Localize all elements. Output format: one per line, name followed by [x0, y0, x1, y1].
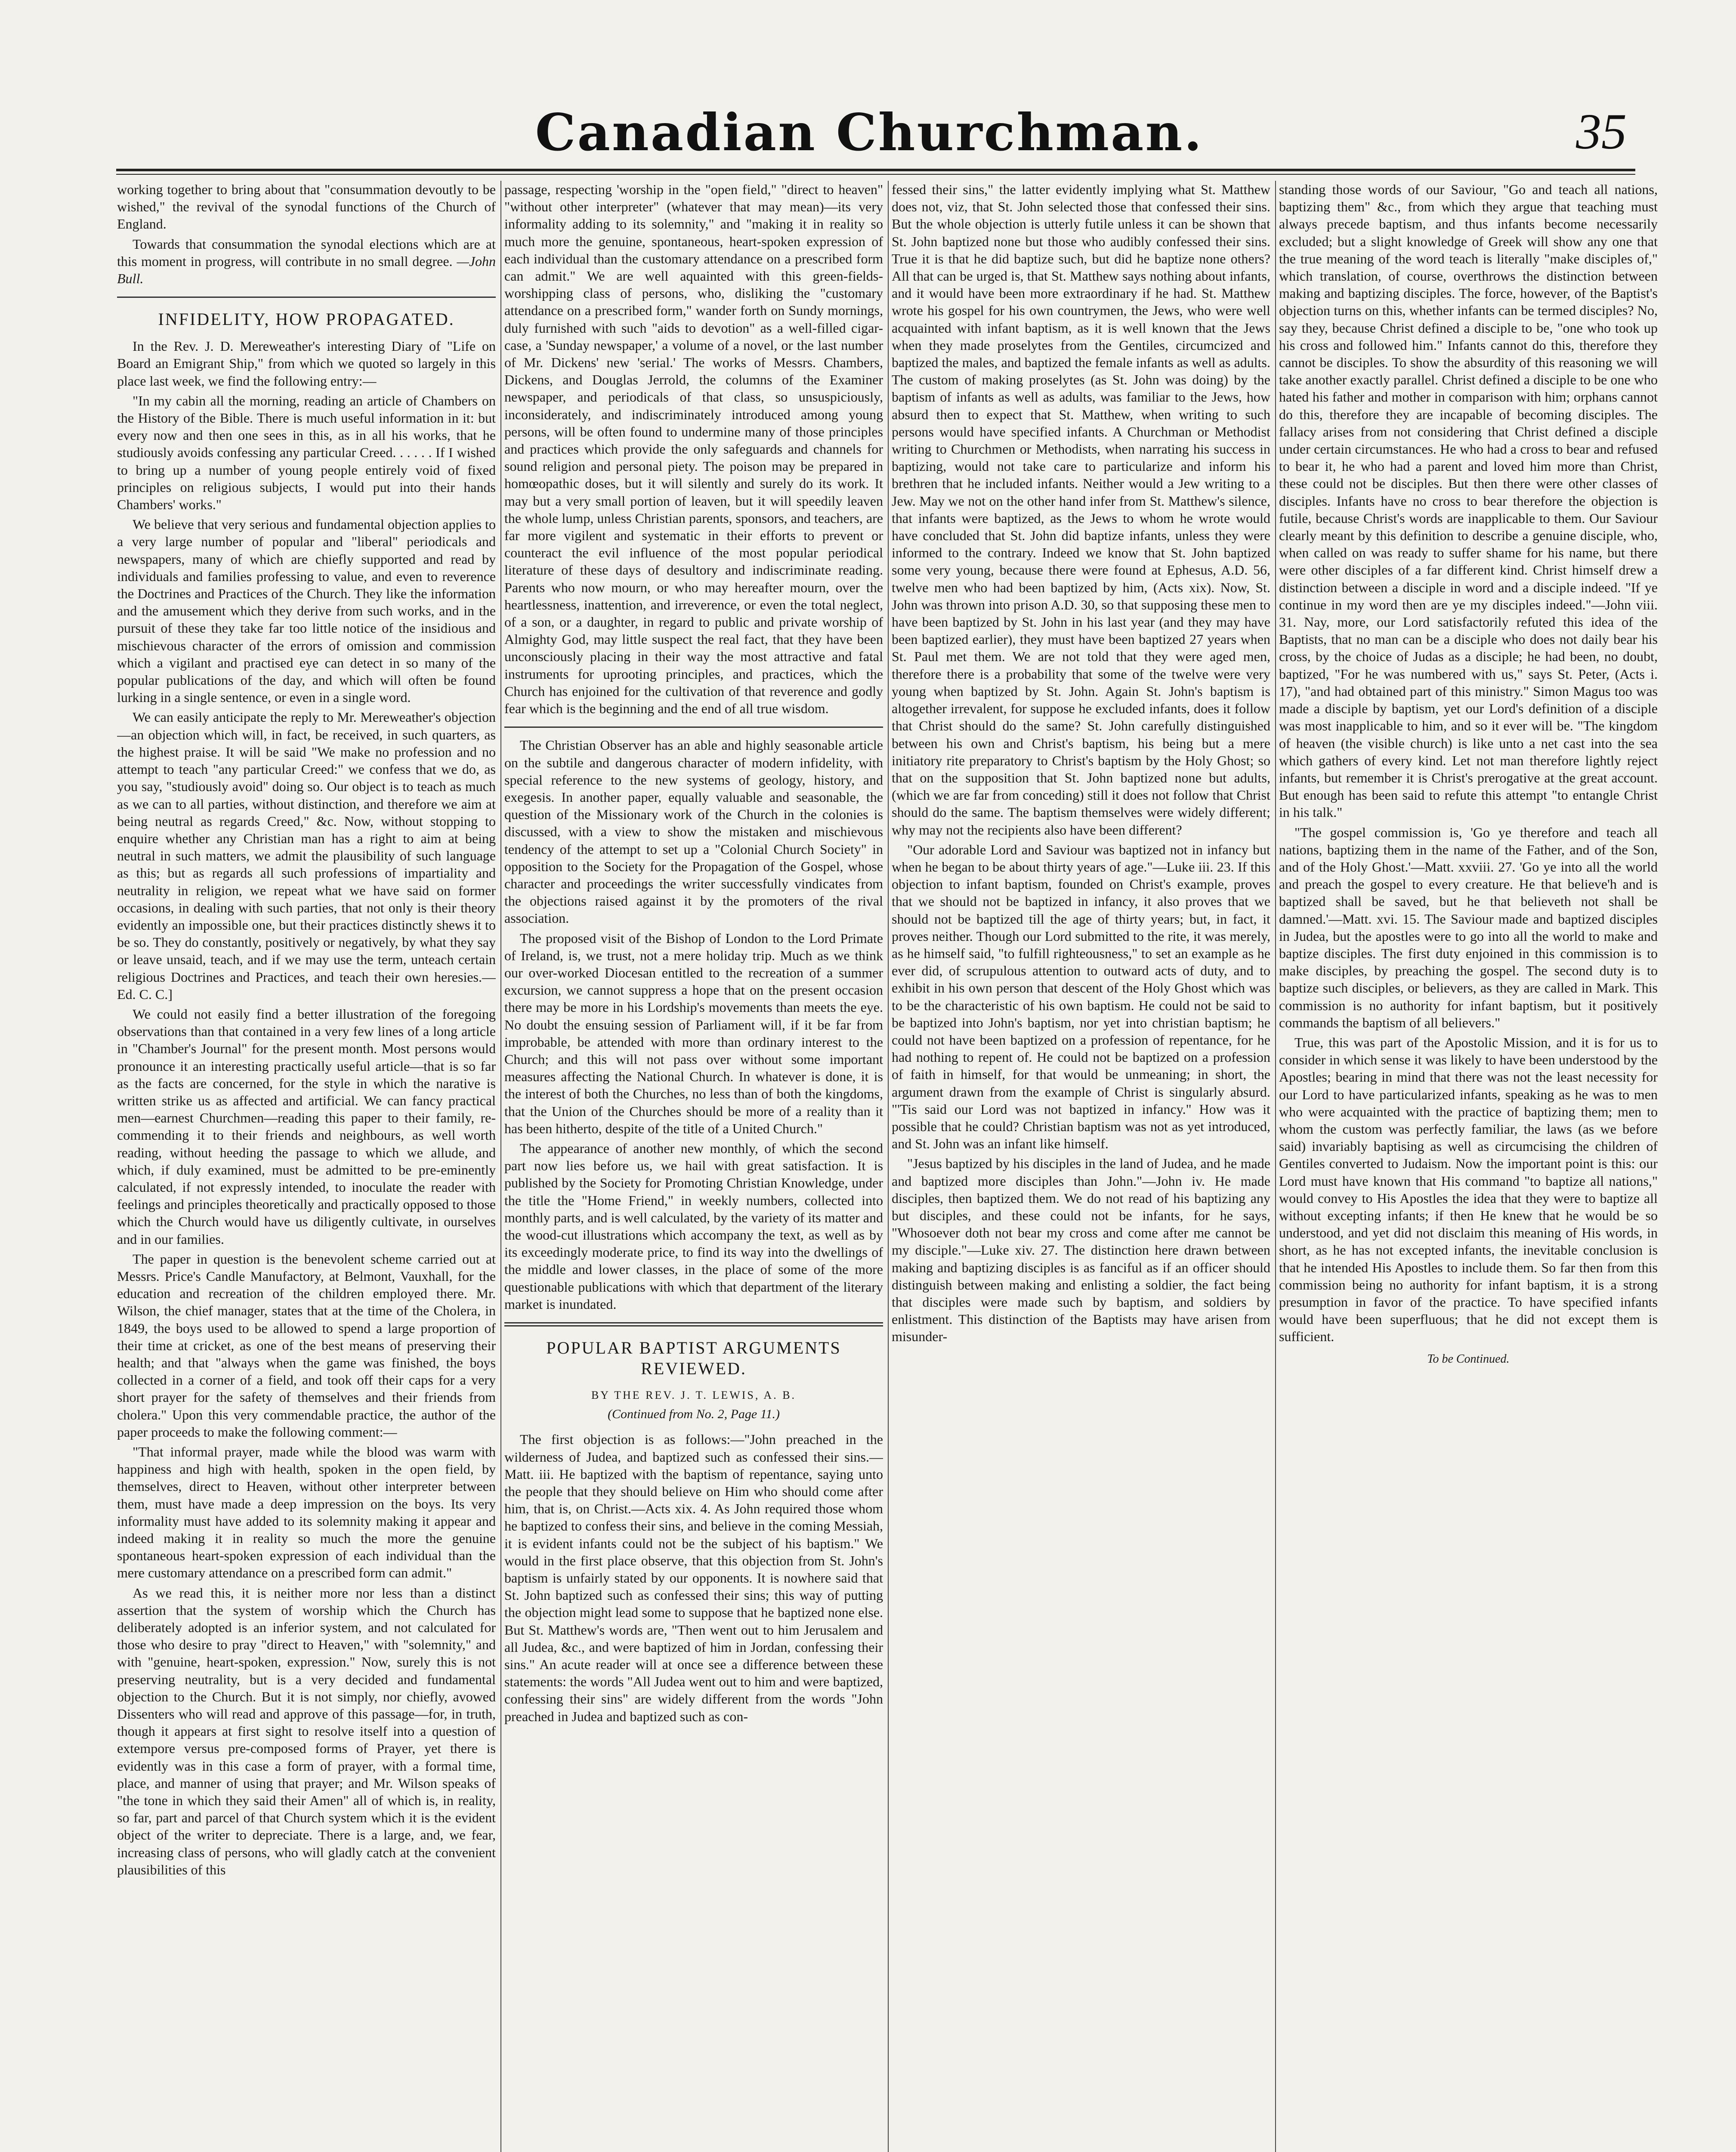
paragraph: "Our adorable Lord and Saviour was baptized not in infancy but when he began to be about thirty years of age."—Luke iii. 23. If this objection to infant baptism, founded on Christ's example, proves that we should not be baptized in infancy, it also proves that we should not be baptized till the age of thirty years; but, in fact, it proves neither. Though our Lord submitted to the rite, it was merely, as he himself said, "to fulfill righteousness," to set an example as he ever did, of scrupulous attention to outward acts of duty, and to exhibit in his own person that descent of the Holy Ghost which was to be the characteristic of his own baptism. He could not be said to be baptized into John's baptism, nor yet into christian baptism; he could not have been baptized on a profession of repentance, for he had nothing to repent of. He could not be baptized on a profession of faith in himself, for that would be unmeaning; in short, the argument drawn from the example of Christ is singularly absurd. "'Tis said our Lord was not baptized in infancy." How was it possible that he could? Christian baptism was not as yet introduced, and St. John was an infant like himself.	[892, 841, 1270, 1152]
section-divider-double	[504, 1322, 883, 1326]
paragraph: passage, respecting 'worship in the "open field," "direct to heaven" "without other interpreter" (whatever that may mean)—its very informality adding to its solemnity," and "making it in reality so much more the genuine, spontaneous, heart-spoken expression of each individual than the customary attendance on a prescribed form can admit." We are well aquainted with this green-fields-worshipping class of persons, who, disliking the "customary attendance on a prescribed form," wander forth on Sundy mornings, duly furnished with such "aids to devotion" as a well-filled cigar-case, a 'Sunday newspaper,' a volume of a novel, or the last number of Mr. Dickens' new 'serial.' The works of Messrs. Chambers, Dickens, and Douglas Jerrold, the columns of the Examiner newspaper, and periodicals of that class, so unsuspiciously, inconsiderately, and indiscriminately introduced among young persons, will be often found to undermine many of those principles and practices which provide the only safeguards and channels for sound religion and personal piety. The poison may be prepared in homœopathic doses, but it will silently and surely do its work. It may but a very small portion of leaven, but it will speedily leaven the whole lump, unless Christian parents, sponsors, and teachers, are far more vigilent and systematic in their efforts to prevent or counteract the evil influence of the most popular periodical literature of these days of desultory and indiscriminate reading. Parents who now mourn, or who may hereafter mourn, over the heartlessness, inattention, and irreverence, or even the total neglect, of a son, or a daughter, in regard to public and private worship of Almighty God, may little suspect the real fact, that they have been unconsciously placing in their way the most attractive and fatal instruments for uprooting principles, and practices, which the Church has enjoined for the cultivation of that reverence and godly fear which is the beginning and the end of all true wisdom.	[504, 182, 883, 717]
article-heading-baptist-arguments: POPULAR BAPTIST ARGUMENTS REVIEWED.	[546, 1338, 841, 1378]
column-4	[1279, 181, 1658, 2152]
editor-attribution: —Ed. C. C.]	[117, 969, 496, 1002]
paragraph: True, this was part of the Apostolic Mission, and it is for us to consider in which sense it was likely to have been understood by the Apostles; bearing in mind that there was not the least necessity for our Lord to have particularized infants, speaking as he was to men who were acquainted with the practice of baptizing them; men to whom the custom was perfectly familiar, the laws (as we before said) invariably baptising as well as circumcising the children of Gentiles converted to Judaism. Now the important point is this: our Lord must have known that His command "to baptize all nations," would convey to His Apostles the idea that they were to baptize all without excepting infants; if then He knew that he would be so understood, and yet did not disclaim this meaning of His words, in short, as he has not excepted infants, the inevitable conclusion is that he intended His Apostles to include them. So far then from this commission being no authority for infant baptism, it is a strong presumption in favor of the practice. To have specified infants would have been superfluous; that he did not except them is sufficient.	[1279, 1034, 1658, 1345]
masthead	[103, 99, 1635, 162]
paragraph: We could not easily find a better illustration of the foregoing observations than that contained in a very few lines of a long article in "Chamber's Journal" for the present month. Most persons would pronounce it an interesting practically useful article—that is so far as the facts are concerned, for the style in which the narative is written strike us as affected and artificial. We can fancy practical men—earnest Churchmen—reading this paper to their family, re-commending it to their friends and neighbours, as well worth reading, without heeding the passage to which we allude, and which, if duly examined, must be admitted to be pre-eminently calculated, if not expressly intended, to inoculate the reader with feelings and principles theoretically and practically opposed to those which the Church would have us diligently cultivate, in ourselves and in our families.	[117, 1006, 496, 1247]
column-rule	[888, 181, 889, 2152]
quoted-paragraph: "The gospel commission is, 'Go ye therefore and teach all nations, baptizing them in the name of the Father, and of the Son, and of the Holy Ghost.'—Matt. xxviii. 27. 'Go ye into all the world and preach the gospel to every creature. He that believe'h and is baptized shall be saved, but he that believeth not shall be damned.'—Matt. xvi. 15. The Saviour made and baptized disciples in Judea, but the apostles were to go into all the world to make and baptize disciples. The first duty enjoined in this commission is to make disciples, by preaching the gospel. The second duty is to baptize such disciples, or believers, as they are called in Mark. This commission is no authority for infant baptism, but it positively commands the baptism of all believers."	[1279, 824, 1658, 1030]
newspaper-title: Canadian Churchman.	[535, 102, 1204, 162]
column-rule	[1275, 181, 1276, 2152]
to-be-continued: To be Continued.	[1427, 1352, 1510, 1366]
paragraph	[117, 235, 496, 288]
paragraph-text: We can easily anticipate the reply to Mr. Mereweather's objection—an objection which will, in fact, be received, in such quarters, as the highest praise. It will be said "We make no profession and no attempt to teach "any particular Creed:" we confess that we do, as you say, "studiously avoid" doing so. Our object is to teach as much as we can to all parties, without distinction, and therefore we aim at being neutral as regards Creed," &c. Now, without stopping to enquire whether any Christian man has a right to aim at being neutral in such matters, we admit the plausibility of such language as this; but as regards all such professions of impartiality and neutrality in religion, we repeat what we have said on former occasions, in dealing with such parties, that not only is their theory evidently an impossible one, but their practices distinctly shews it to be so. They do constantly, positively or negatively, by what they say or leave unsaid, teach, and if we may use the term, unteach certain religious Doctrines and Practices, and teach their own heresies.	[117, 709, 496, 985]
paragraph: The paper in question is the benevolent scheme carried out at Messrs. Price's Candle Manufactory, at Belmont, Vauxhall, for the education and recreation of the children employed there. Mr. Wilson, the chief manager, states that at the time of the Cholera, in 1849, the boys used to be allowed to spend a large proportion of their time at cricket, as one of the best means of preserving their health; and that "always when the game was finished, the boys collected in a corner of a field, and took off their caps for a very short prayer for the safety of themselves and their friends from cholera." Upon this very commendable practice, the author of the paper proceeds to make the following comment:—	[117, 1251, 496, 1440]
column-2	[504, 181, 883, 2152]
paragraph: The Christian Observer has an able and highly seasonable article on the subtile and dangerous character of modern infidelity, with special reference to the new systems of geology, history, and exegesis. In another paper, equally valuable and seasonable, the question of the Missionary work of the Church in the colonies is discussed, with a view to show the mistaken and mischievous tendency of the attempt to set up a "Colonial Church Society" in opposition to the Society for the Propagation of the Gospel, whose character and proceedings the writer successfully vindicates from the objections raised against it by the promoters of the rival association.	[504, 737, 883, 926]
header-rule	[116, 169, 1635, 171]
paragraph: We believe that very serious and fundamental objection applies to a very large number of popular and "liberal" periodicals and newspapers, many of which are chiefly supported and read by individuals and families professing to value, and even to reverence the Doctrines and Practices of the Church. They like the information and the amusement which they derive from such works, and in the pursuit of these they take far too little notice of the insidious and mischievous character of the errors of omission and commission which a vigilant and practised eye can detect in so many of the popular publications of the day, and which will often be found lurking in a single sentence, or even in a single word.	[117, 516, 496, 705]
column-rule	[500, 181, 501, 2152]
paragraph: "Jesus baptized by his disciples in the land of Judea, and he made and baptized more disciples than John."—John iv. He made disciples, then baptized them. We do not read of his baptizing any but disciples, and these could not be infants, for he says, "Whosoever doth not bear my cross and come after me cannot be my disciple."—Luke xiv. 27. The distinction here drawn between making and baptizing disciples is as fanciful as if an officer should distinguish between making and enlisting a soldier, the fact being that disciples were made such by baptism, and soldiers by enlistment. This distinction of the Baptists may have arisen from misunder-	[892, 1156, 1270, 1345]
page-number: 35	[1576, 103, 1627, 160]
paragraph: standing those words of our Saviour, "Go and teach all nations, baptizing them" &c., from which they argue that teaching must always precede baptism, and thus infants become necessarily excluded; but a slight knowledge of Greek will show any one that the true meaning of the word teach is literally "make disciples of," which translation, of course, overthrows the distinction between making and baptizing disciples. The force, however, of the Baptist's objection turns on this, whether infants can be termed disciples? No, say they, because Christ defined a disciple to be, "one who took up his cross and followed him." Infants cannot do this, therefore they cannot be disciples. To show the absurdity of this reasoning we will take another exactly parallel. Christ defined a disciple to be one who hated his father and mother in comparison with him; orphans cannot do this, therefore they are incapable of becoming disciples. The fallacy arises from not considering that Christ defined a disciple under certain circumstances. He who had a cross to bear and refused to bear it, he who had a parent and loved him more than Christ, these could not be disciples. But then there were other classes of disciples. Infants have no cross to bear therefore the objection is futile, because Christ's words are inapplicable to them. Our Saviour clearly meant by this definition to describe a genuine disciple, who, when called on was ready to suffer shame for his name, but there were other disciples of a far different kind. Christ himself drew a distinction between a disciple in word and a disciple indeed. "If ye continue in my word then are ye my disciples indeed."—John viii. 31. Nay, more, our Lord satisfactorily refuted this idea of the Baptists, that no man can be a disciple who does not daily bear his cross, by the choice of Judas as a disciple; he had been, no doubt, baptized, "For he was numbered with us," says St. Peter, (Acts i. 17), "and had obtained part of this ministry." Simon Magus too was made a disciple by baptism, yet our Lord's definition of a disciple was most inapplicable to him, and so it ever will be. "The kingdom of heaven (the visible church) is like unto a net cast into the sea which gathers of every kind. Let not man therefore lightly reject infants, but remember it is Christ's prerogative at the great account. But enough has been said to refute this attempt "to entangle Christ in his talk."	[1279, 182, 1658, 820]
attribution: —John Bull.	[117, 253, 496, 287]
byline: BY THE REV. J. T. LEWIS, A. B.	[591, 1389, 797, 1401]
article-heading-infidelity: INFIDELITY, HOW PROPAGATED.	[158, 309, 455, 329]
column-3	[892, 181, 1270, 2152]
paragraph: The appearance of another new monthly, of which the second part now lies before us, we hail with great satisfaction. It is published by the Society for Promoting Christian Knowledge, under the title the "Home Friend," in weekly numbers, collected into monthly parts, and is well calculated, by the variety of its matter and the wood-cut illustrations which accompany the text, as well as by its exceedingly moderate price, to find its way into the dwellings of the middle and lower classes, in the place of some of the more questionable publications with which that department of the literary market is inundated.	[504, 1140, 883, 1312]
paragraph: The first objection is as follows:—"John preached in the wilderness of Judea, and baptized such as confessed their sins.—Matt. iii. He baptized with the baptism of repentance, saying unto the people that they should believe on Him who should come after him, that is, on Christ.—Acts xix. 4. As John required those whom he baptized to confess their sins, and believe in the coming Messiah, it is evident infants could not be the subject of his baptism." We would in the first place observe, that this objection from St. John's baptism is unfairly stated by our opponents. It is nowhere said that St. John baptized such as confessed their sins; this way of putting the objection might lead some to suppose that he baptized none else. But St. Matthew's words are, "Then went out to him Jerusalem and all Judea, &c., and were baptized of him in Jordan, confessing their sins." An acute reader will at once see a difference between these statements: the words "All Judea went out to him and were baptized, confessing their sins" are widely different from the words "John preached in Judea and baptized such as con-	[504, 1432, 883, 1724]
section-divider	[504, 727, 883, 728]
quoted-paragraph: "In my cabin all the morning, reading an article of Chambers on the History of the Bible. There is much useful information in it: but every now and then one sees in this, as in all his works, that he studiously avoids confessing any particular Creed. . . . . . If I wished to bring up a number of young people entirely void of fixed principles on religious subjects, I would put into their hands Chambers' works."	[117, 393, 496, 513]
continued-note: (Continued from No. 2, Page 11.)	[608, 1407, 780, 1422]
paragraph: As we read this, it is neither more nor less than a distinct assertion that the system of worship which the Church has deliberately adopted is an inferior system, and not calculated for those who desire to pray "direct to Heaven," with "solemnity," and with "genuine, heart-spoken, expression." Now, surely this is not preserving neutrality, but is a very decided and fundamental objection to the Church. But it is not simply, nor chiefly, avowed Dissenters who will read and approve of this passage—for, in truth, though it appears at first sight to resolve itself into a question of extempore versus pre-composed forms of Prayer, yet there is evidently was in this case a form of prayer, with a formal time, place, and manner of using that prayer; and Mr. Wilson speaks of "the tone in which they said their Amen" all of which is, in reality, so far, part and parcel of that Church system which it is the evident object of the writer to depreciate. There is a large, and, we fear, increasing class of persons, who will gladly catch at the convenient plausibilities of this	[117, 1585, 496, 1877]
paragraph: The proposed visit of the Bishop of London to the Lord Primate of Ireland, is, we trust, not a mere holiday trip. Much as we think our over-worked Diocesan entitled to the recreation of a summer excursion, we cannot suppress a hope that on the present occasion there may be more in his Lordship's movements than meets the eye. No doubt the ensuing session of Parliament will, if it be far from improbable, be attended with more than ordinary interest to the Church; and this will not pass over without some important measures affecting the National Church. In whatever is done, it is the interest of both the Churches, no less than of both the kingdoms, that the Union of the Churches should be more of a reality than it has been hitherto, despite of the title of a United Church."	[504, 930, 883, 1136]
paragraph	[117, 708, 496, 1002]
section-divider	[117, 297, 496, 298]
quoted-paragraph: "That informal prayer, made while the blood was warm with happiness and high with health, spoken in the open field, by themselves, direct to Heaven, without other interpreter between them, must have made a deep impression on the boys. Its very informality must have added to its solemnity making it appear and indeed making it in reality so much the more the genuine spontaneous heart-spoken expression of each individual than the mere customary attendance on a prescribed form can admit."	[117, 1444, 496, 1581]
paragraph: fessed their sins," the latter evidently implying what St. Matthew does not, viz, that St. John selected those that confessed their sins. But the whole objection is utterly futile unless it can be shown that St. John baptized none but those who audibly confessed their sins. True it is that he did baptize such, but did he baptize none others? All that can be urged is, that St. Matthew says nothing about infants, and it would have been more extraordinary if he had. St. Matthew wrote his gospel for his own countrymen, the Jews, who were well acquainted with infant baptism, as it is well known that the Jews when they made proselytes from the Gentiles, circumcized and baptized the males, and baptized the female infants as well as adults. The custom of making proselytes (as St. John was doing) by the baptism of infants as well as adults, was familiar to the Jews, how absurd then to expect that St. Matthew, when writing to such persons would have specified infants. A Churchman or Methodist writing to Churchmen or Methodists, when narrating his success in baptizing, would not take care to particularize and inform his brethren that he included infants. Neither would a Jew writing to a Jew. May we not on the other hand infer from St. Matthew's silence, that infants were baptized, as the Jews to whom he wrote would have concluded that St. John did baptize infants, unless they were informed to the contrary. Indeed we know that St. John baptized some very young, because there were found at Ephesus, A.D. 56, twelve men who had been baptized by him, (Acts xix). Now, St. John was thrown into prison A.D. 30, so that supposing these men to have been baptized by St. John in his last year (and they may have been baptized earlier), they must have been baptized 27 years when St. Paul met them. We are not told that they were aged men, therefore there is a probability that some of the twelve were very young when baptized by St. John. Again St. John's baptism is altogether irrevalent, for suppose he excluded infants, does it follow that Christ should do the same? St. John carefully distinguished between his own and Christ's baptism, his being but a mere initiatory rite preparatory to Christ's baptism by the Holy Ghost; so that on the supposition that St. John baptized none but adults, (which we are far from conceding) still it does not follow that Christ should do the same. The baptism themselves were widely different; why may not the recipients also have been different?	[892, 182, 1270, 838]
paragraph-text: Towards that consummation the synodal elections which are at this moment in progress, will contribute in no small degree.	[117, 236, 496, 269]
column-1	[117, 181, 496, 2152]
paragraph: In the Rev. J. D. Mereweather's interesting Diary of "Life on Board an Emigrant Ship," from which we quoted so largely in this place last week, we find the following entry:—	[117, 338, 496, 389]
header-rule-thin	[116, 174, 1635, 175]
paragraph: working together to bring about that "consummation devoutly to be wished," the revival of the synodal functions of the Church of England.	[117, 182, 496, 232]
